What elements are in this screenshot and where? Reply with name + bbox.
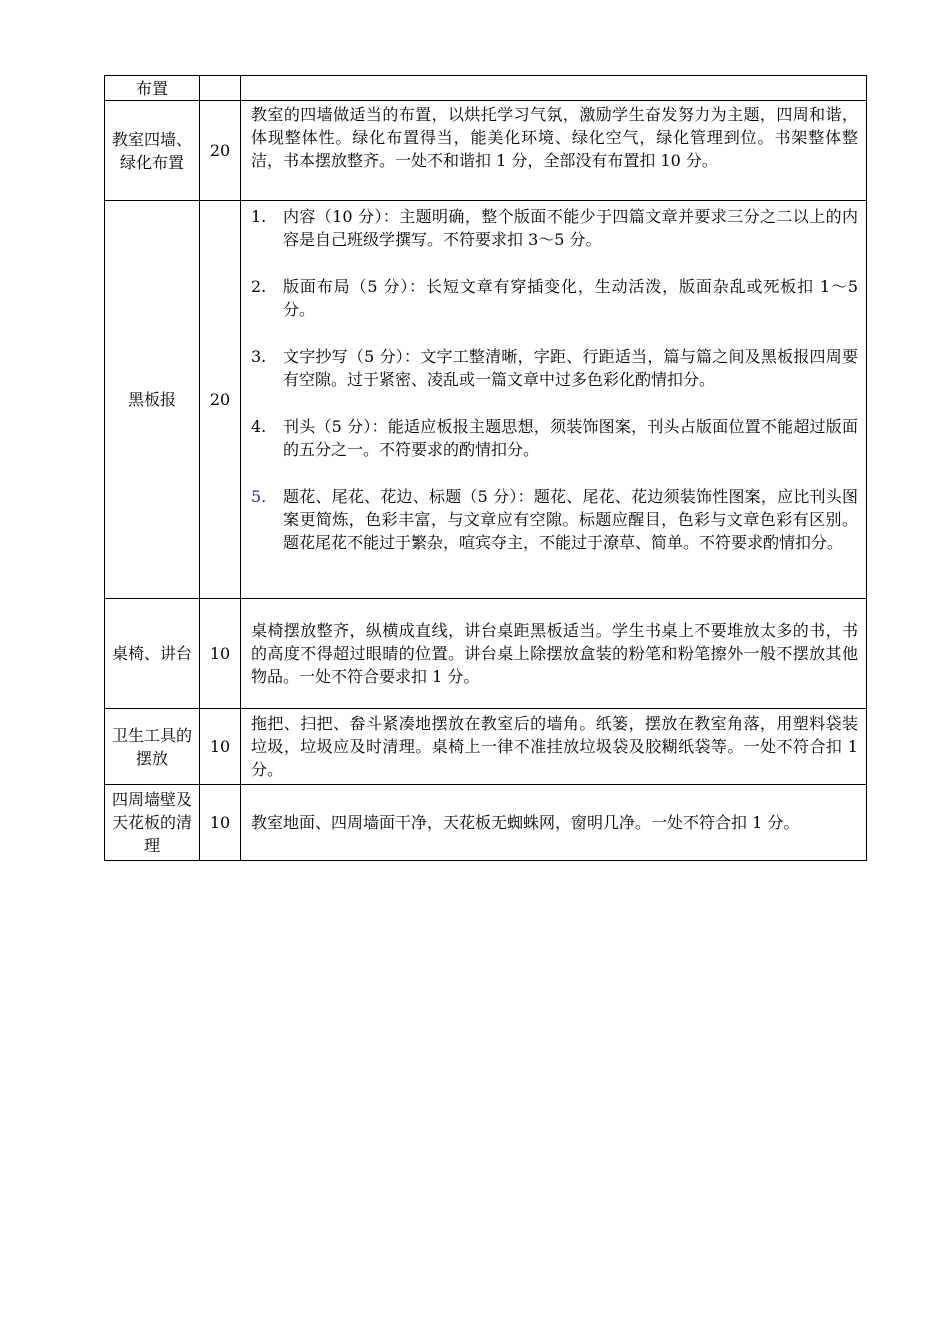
- table-row: [105, 101, 867, 201]
- list-number: 4.: [251, 417, 267, 436]
- list-item: [251, 415, 858, 461]
- score-cell: 20: [200, 101, 241, 201]
- score-cell: 10: [200, 709, 241, 785]
- list-item: [251, 275, 858, 321]
- list-text: 刊头（5 分）：能适应板报主题思想，须装饰图案，刊头占版面位置不能超过版面的五分之一。不符要求的酌情扣分。: [283, 417, 858, 459]
- item-cell: 四周墙壁及天花板的清理: [105, 785, 200, 861]
- list-text: 题花、尾花、花边、标题（5 分）：题花、尾花、花边须装饰性图案，应比刊头图案更简炼，色彩丰富，与文章应有空隙。标题应醒目，色彩与文章色彩有区别。题花尾花不能过于繁杂，喧宾夺主，不能过于潦草、简单。不符要求酌情扣分。: [283, 487, 858, 552]
- description-cell: 教室地面、四周墙面干净，天花板无蜘蛛网，窗明几净。一处不符合扣 1 分。: [241, 785, 867, 861]
- score-cell: 10: [200, 599, 241, 709]
- score-cell: 10: [200, 785, 241, 861]
- criteria-list: [251, 205, 858, 554]
- list-number: 1.: [251, 207, 267, 226]
- table-row: [105, 201, 867, 599]
- list-text: 内容（10 分）：主题明确，整个版面不能少于四篇文章并要求三分之二以上的内容是自己班级学撰写。不符要求扣 3～5 分。: [283, 207, 858, 249]
- list-number: 5.: [251, 487, 267, 506]
- description-cell: [241, 201, 867, 599]
- list-text: 文字抄写（5 分）：文字工整清晰，字距、行距适当，篇与篇之间及黑板报四周要有空隙。过于紧密、凌乱或一篇文章中过多色彩化酌情扣分。: [283, 347, 858, 389]
- item-cell: 黑板报: [105, 201, 200, 599]
- score-cell: [200, 76, 241, 101]
- list-number: 2.: [251, 277, 267, 296]
- list-text: 版面布局（5 分）：长短文章有穿插变化，生动活泼，版面杂乱或死板扣 1～5 分。: [283, 277, 858, 319]
- table-row: [105, 709, 867, 785]
- rubric-table: [104, 75, 867, 861]
- description-cell: 桌椅摆放整齐，纵横成直线，讲台桌距黑板适当。学生书桌上不要堆放太多的书，书的高度不得超过眼睛的位置。讲台桌上除摆放盒装的粉笔和粉笔擦外一般不摆放其他物品。一处不符合要求扣 1 分。: [241, 599, 867, 709]
- table-row: [105, 599, 867, 709]
- list-item: [251, 485, 858, 554]
- description-cell: 教室的四墙做适当的布置，以烘托学习气氛，激励学生奋发努力为主题，四周和谐，体现整体性。绿化布置得当，能美化环境、绿化空气，绿化管理到位。书架整体整洁，书本摆放整齐。一处不和谐扣 1 分，全部没有布置扣 10 分。: [241, 101, 867, 201]
- list-number: 3.: [251, 347, 267, 366]
- item-cell: 卫生工具的摆放: [105, 709, 200, 785]
- item-cell: 教室四墙、绿化布置: [105, 101, 200, 201]
- description-cell: [241, 76, 867, 101]
- list-item: [251, 205, 858, 251]
- item-cell: 布置: [105, 76, 200, 101]
- description-cell: 拖把、扫把、畚斗紧凑地摆放在教室后的墙角。纸篓，摆放在教室角落，用塑料袋装垃圾，垃圾应及时清理。桌椅上一律不准挂放垃圾袋及胶糊纸袋等。一处不符合扣 1 分。: [241, 709, 867, 785]
- score-cell: 20: [200, 201, 241, 599]
- table-row: [105, 785, 867, 861]
- item-cell: 桌椅、讲台: [105, 599, 200, 709]
- list-item: [251, 345, 858, 391]
- table-row: [105, 76, 867, 101]
